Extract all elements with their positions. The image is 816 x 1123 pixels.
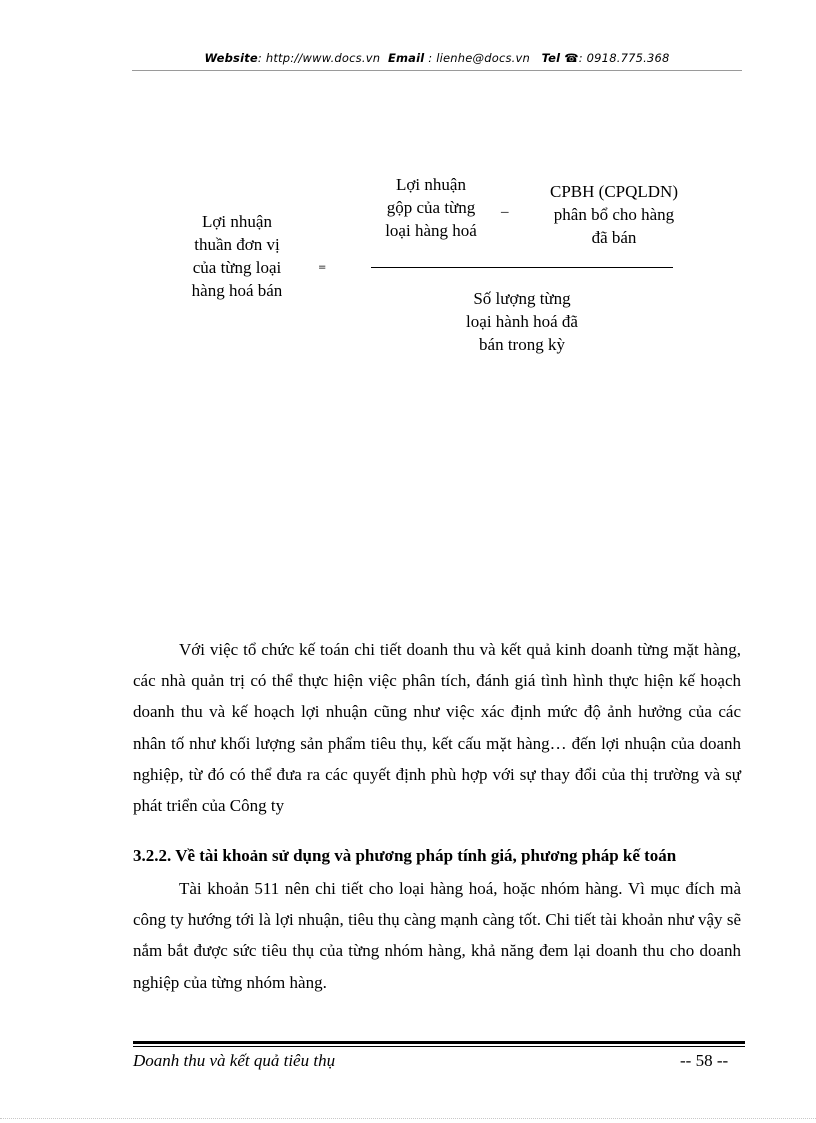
page-header [132,51,742,65]
email-label: Email [387,51,425,65]
paragraph-2 [133,873,741,998]
formula-lhs-line: hàng hoá bán [191,281,283,300]
formula-equals: = [318,262,327,273]
footer-title: Doanh thu và kết quả tiêu thụ [133,1051,336,1070]
footer-rule-thin [133,1046,745,1047]
formula-denominator [442,287,602,356]
formula-num-a-line: loại hàng hoá [385,221,477,240]
formula-num-a-line: Lợi nhuận [396,175,466,194]
formula-numerator-b [526,180,702,249]
paragraph-2-text: Tài khoản 511 nên chi tiết cho loại hàng hoá, hoặc nhóm hàng. Vì mục đích mà công ty hướng tới là lợi nhuận, tiêu thụ càng mạnh càng tốt. Chi tiết tài khoản như vậy sẽ nắm bắt được sức tiêu thụ của từng nhóm hàng, khả năng đem lại doanh thu cho doanh nghiệp của từng nhóm hàng. [133,879,741,992]
fraction-line [371,267,673,268]
tel-label: Tel [541,51,561,65]
website-label: Website [204,51,258,65]
formula-den-line: bán trong kỳ [479,335,565,354]
formula-num-a-line: gộp của từng [386,198,476,217]
page-edge-dots [0,1118,816,1119]
email-value: : lienhe@docs.vn [428,51,531,65]
formula-num-b-line: phân bổ cho hàng [553,205,675,224]
formula-lhs-line: của từng loại [192,258,282,277]
paragraph-1 [133,634,741,821]
formula-minus: – [501,204,509,220]
formula-num-b-line: đã bán [591,228,637,247]
footer-rule-thick [133,1041,745,1044]
formula-numerator-a [356,173,506,242]
formula-den-line: Số lượng từng [473,289,571,308]
tel-value: : 0918.775.368 [578,51,670,65]
website-value: : http://www.docs.vn [257,51,381,65]
formula-den-line: loại hành hoá đã [466,312,578,331]
paragraph-1-text: Với việc tổ chức kế toán chi tiết doanh thu và kết quả kinh doanh từng mặt hàng, các nhà quản trị có thể thực hiện việc phân tích, đánh giá tình hình thực hiện kế hoạch doanh thu và kế hoạch lợi nhuận cũng như việc xác định mức độ ảnh hưởng của các nhân tố như khối lượng sản phẩm tiêu thụ, kết cấu mặt hàng… đến lợi nhuận của doanh nghiệp, từ đó có thể đưa ra các quyết định phù hợp với sự thay đổi của thị trường và sự phát triển của Công ty [133,640,741,816]
phone-icon: ☎ [564,51,579,65]
formula-num-b-line: CPBH (CPQLDN) [550,182,678,201]
formula-lhs-line: thuần đơn vị [194,235,280,254]
section-heading: 3.2.2. Về tài khoản sử dụng và phương pháp tính giá, phương pháp kế toán [133,846,677,865]
header-rule [132,70,742,71]
formula-lhs-line: Lợi nhuận [202,212,272,231]
formula-lhs [172,210,302,302]
page-number: -- 58 -- [680,1051,729,1070]
